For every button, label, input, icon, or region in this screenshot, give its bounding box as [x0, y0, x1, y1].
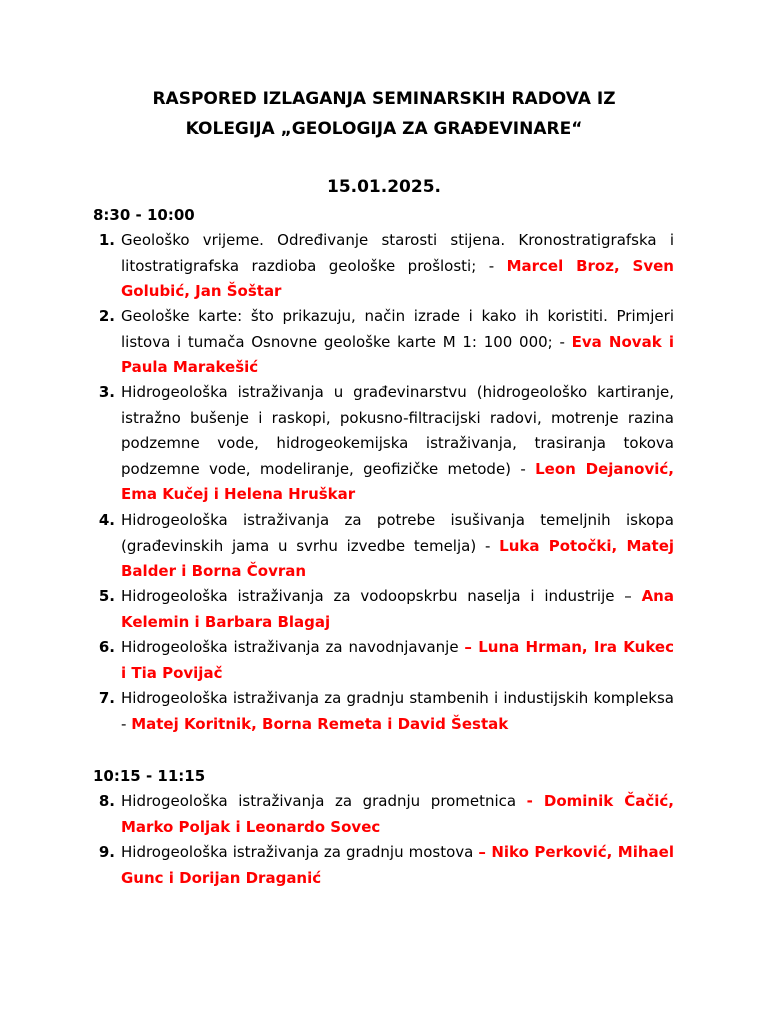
topic-text: Geološke karte: što prikazuju, način izrade i kako ih koristiti. Primjeri listova i tumača Osnovne geološke karte M 1: 100 000; - [121, 307, 674, 351]
presenter-names: Ana Kelemin i Barbara Blagaj [121, 587, 674, 631]
item-text [121, 584, 674, 635]
document-title-line-1: RASPORED IZLAGANJA SEMINARSKIH RADOVA IZ [152, 89, 616, 109]
item-text [121, 380, 674, 508]
presenter-names: – Niko Perković, Mihael Gunc i Dorijan Draganić [121, 843, 674, 887]
item-number: 5. [98, 587, 115, 605]
topic-text: Hidrogeološka istraživanja za navodnjavanje [121, 638, 465, 656]
presenter-names: Matej Koritnik, Borna Remeta i David Šestak [131, 714, 509, 733]
item-number: 6. [98, 638, 115, 656]
schedule-date: 15.01.2025. [326, 177, 441, 197]
item-text [121, 304, 674, 381]
item-number: 8. [98, 792, 115, 810]
document-title-line-2: KOLEGIJA „GEOLOGIJA ZA GRAĐEVINARE“ [185, 119, 583, 139]
presenter-names: – Luna Hrman, Ira Kukec i Tia Povijač [121, 638, 674, 682]
item-text [121, 840, 674, 891]
item-number: 1. [98, 231, 115, 249]
item-number: 9. [98, 843, 115, 861]
time-slot-2: 10:15 - 11:15 [93, 767, 206, 785]
topic-text: Hidrogeološka istraživanja za gradnju stambenih i industijskih kompleksa - [121, 689, 674, 733]
item-text [121, 789, 674, 840]
topic-text: Hidrogeološka istraživanja za gradnju prometnica [121, 792, 527, 810]
item-number: 2. [98, 307, 115, 325]
topic-text: Hidrogeološka istraživanja u građevinarstvu (hidrogeološko kartiranje, istražno bušenje i raskopi, pokusno-filtracijski radovi, motrenje razina podzemne vode, hidrogeokemijska istraživanja, trasiranja tokova podzemne vode, modeliranje, geofizičke metode) - [121, 383, 674, 478]
item-text [121, 508, 674, 585]
time-slot-1: 8:30 - 10:00 [93, 206, 195, 224]
presenter-names: Eva Novak i Paula Marakešić [121, 332, 674, 376]
topic-text: Hidrogeološka istraživanja za gradnju mostova [121, 843, 479, 861]
item-text [121, 635, 674, 686]
presenter-names: Luka Potočki, Matej Balder i Borna Čovran [121, 536, 675, 580]
item-text [121, 686, 674, 737]
item-number: 7. [98, 689, 115, 707]
item-number: 3. [98, 383, 115, 401]
item-number: 4. [98, 511, 115, 529]
presenter-names: - Dominik Čačić, Marko Poljak i Leonardo Sovec [121, 792, 674, 836]
topic-text: Hidrogeološka istraživanja za potrebe isušivanja temeljnih iskopa (građevinskih jama u svrhu izvedbe temelja) - [121, 511, 674, 555]
presenter-names: Marcel Broz, Sven Golubić, Jan Šoštar [121, 256, 674, 300]
item-text [121, 228, 674, 305]
topic-text: Geološko vrijeme. Određivanje starosti stijena. Kronostratigrafska i litostratigrafska razdioba geološke prošlosti; - [121, 231, 674, 275]
presenter-names: Leon Dejanović, Ema Kučej i Helena Hruškar [121, 459, 674, 503]
topic-text: Hidrogeološka istraživanja za vodoopskrbu naselja i industrije – [121, 587, 642, 605]
